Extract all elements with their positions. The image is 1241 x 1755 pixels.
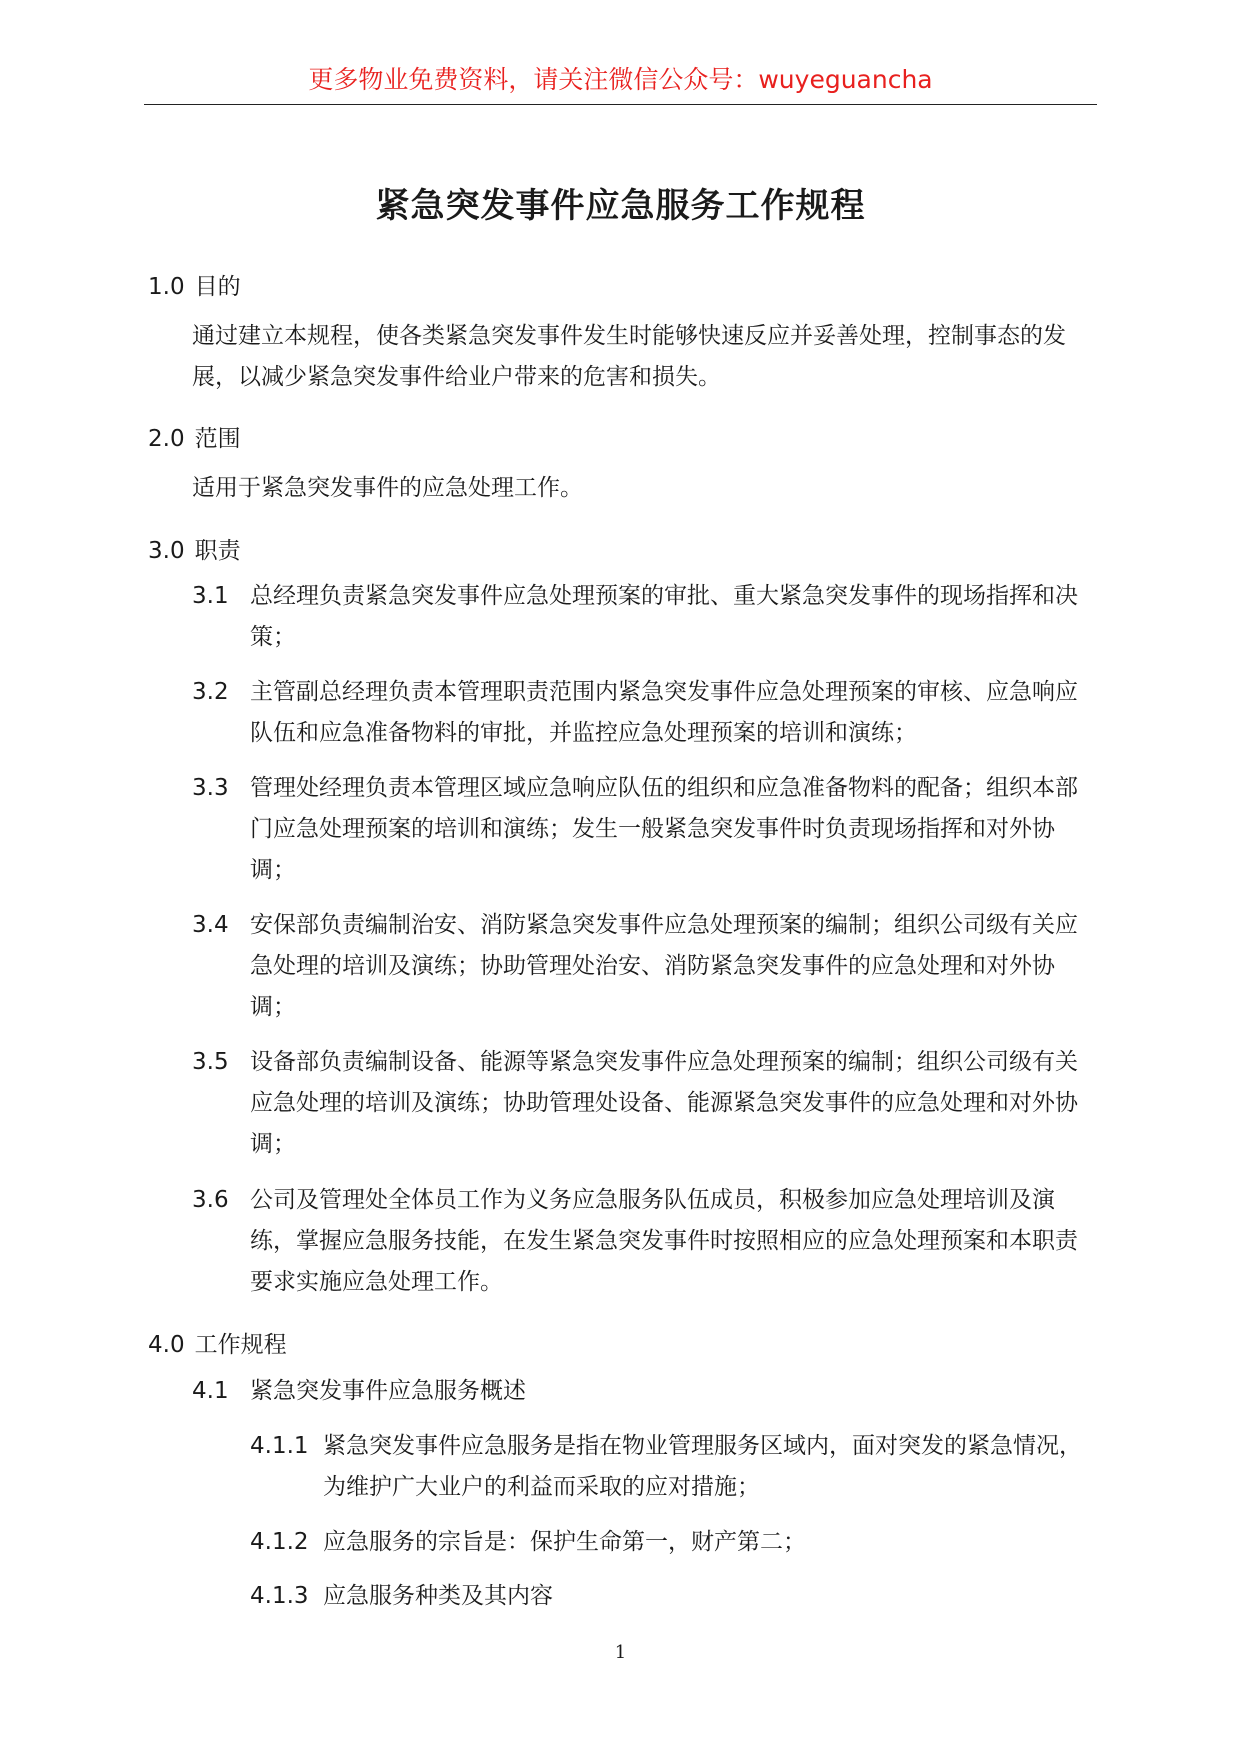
duty-item [192, 1042, 1096, 1165]
duty-text: 公司及管理处全体员工作为义务应急服务队伍成员，积极参加应急处理培训及演练，掌握应急服务技能，在发生紧急突发事件时按照相应的应急处理预案和本职责要求实施应急处理工作。 [250, 1187, 1078, 1295]
duty-item [192, 768, 1096, 891]
workflow-subsection [192, 1371, 1096, 1412]
document-title: 紧急突发事件应急服务工作规程 [375, 186, 866, 226]
duty-text: 安保部负责编制治安、消防紧急突发事件应急处理预案的编制；组织公司级有关应急处理的培训及演练；协助管理处治安、消防紧急突发事件的应急处理和对外协调； [250, 912, 1078, 1020]
duty-item [192, 576, 1096, 658]
duty-number: 3.2 [192, 679, 229, 705]
workflow-item-text: 紧急突发事件应急服务是指在物业管理服务区域内，面对突发的紧急情况，为维护广大业户的利益而采取的应对措施； [323, 1433, 1082, 1500]
section-number: 4.0 [148, 1332, 185, 1358]
section-label: 范围 [194, 426, 241, 452]
section-number: 2.0 [148, 426, 185, 452]
duty-item [192, 1180, 1096, 1303]
purpose-paragraph: 通过建立本规程，使各类紧急突发事件发生时能够快速反应并妥善处理，控制事态的发展，以减少紧急突发事件给业户带来的危害和损失。 [192, 323, 1066, 390]
section-heading-duties [148, 532, 241, 565]
duty-number: 3.1 [192, 583, 229, 609]
duty-number: 3.4 [192, 912, 229, 938]
workflow-item-number: 4.1.3 [250, 1583, 309, 1609]
workflow-item-text: 应急服务的宗旨是：保护生命第一，财产第二； [323, 1529, 806, 1555]
header-divider [144, 104, 1097, 105]
duty-item [192, 905, 1096, 1028]
workflow-item [250, 1576, 1096, 1617]
duty-text: 设备部负责编制设备、能源等紧急突发事件应急处理预案的编制；组织公司级有关应急处理的培训及演练；协助管理处设备、能源紧急突发事件的应急处理和对外协调； [250, 1049, 1078, 1157]
subsection-number: 4.1 [192, 1378, 229, 1404]
duty-item [192, 672, 1096, 754]
workflow-item [250, 1426, 1096, 1508]
section-heading-workflow [148, 1326, 287, 1359]
page-header: 更多物业免费资料，请关注微信公众号：wuyeguancha [308, 65, 933, 94]
section-heading-purpose [148, 268, 241, 301]
section-number: 3.0 [148, 538, 185, 564]
workflow-item-number: 4.1.1 [250, 1433, 309, 1459]
workflow-item-number: 4.1.2 [250, 1529, 309, 1555]
duty-text: 管理处经理负责本管理区域应急响应队伍的组织和应急准备物料的配备；组织本部门应急处理预案的培训和演练；发生一般紧急突发事件时负责现场指挥和对外协调； [250, 775, 1078, 883]
workflow-item-text: 应急服务种类及其内容 [323, 1583, 553, 1609]
section-label: 目的 [194, 274, 241, 300]
section-label: 工作规程 [194, 1332, 287, 1358]
duty-text: 主管副总经理负责本管理职责范围内紧急突发事件应急处理预案的审核、应急响应队伍和应急准备物料的审批，并监控应急处理预案的培训和演练； [250, 679, 1078, 746]
duty-number: 3.3 [192, 775, 229, 801]
duty-number: 3.6 [192, 1187, 229, 1213]
duty-number: 3.5 [192, 1049, 229, 1075]
section-number: 1.0 [148, 274, 185, 300]
workflow-item [250, 1522, 1096, 1563]
section-heading-scope [148, 420, 241, 453]
section-label: 职责 [194, 538, 241, 564]
scope-paragraph: 适用于紧急突发事件的应急处理工作。 [192, 475, 583, 501]
page-number: 1 [614, 1642, 627, 1663]
subsection-text: 紧急突发事件应急服务概述 [250, 1378, 526, 1404]
duty-text: 总经理负责紧急突发事件应急处理预案的审批、重大紧急突发事件的现场指挥和决策； [250, 583, 1078, 650]
